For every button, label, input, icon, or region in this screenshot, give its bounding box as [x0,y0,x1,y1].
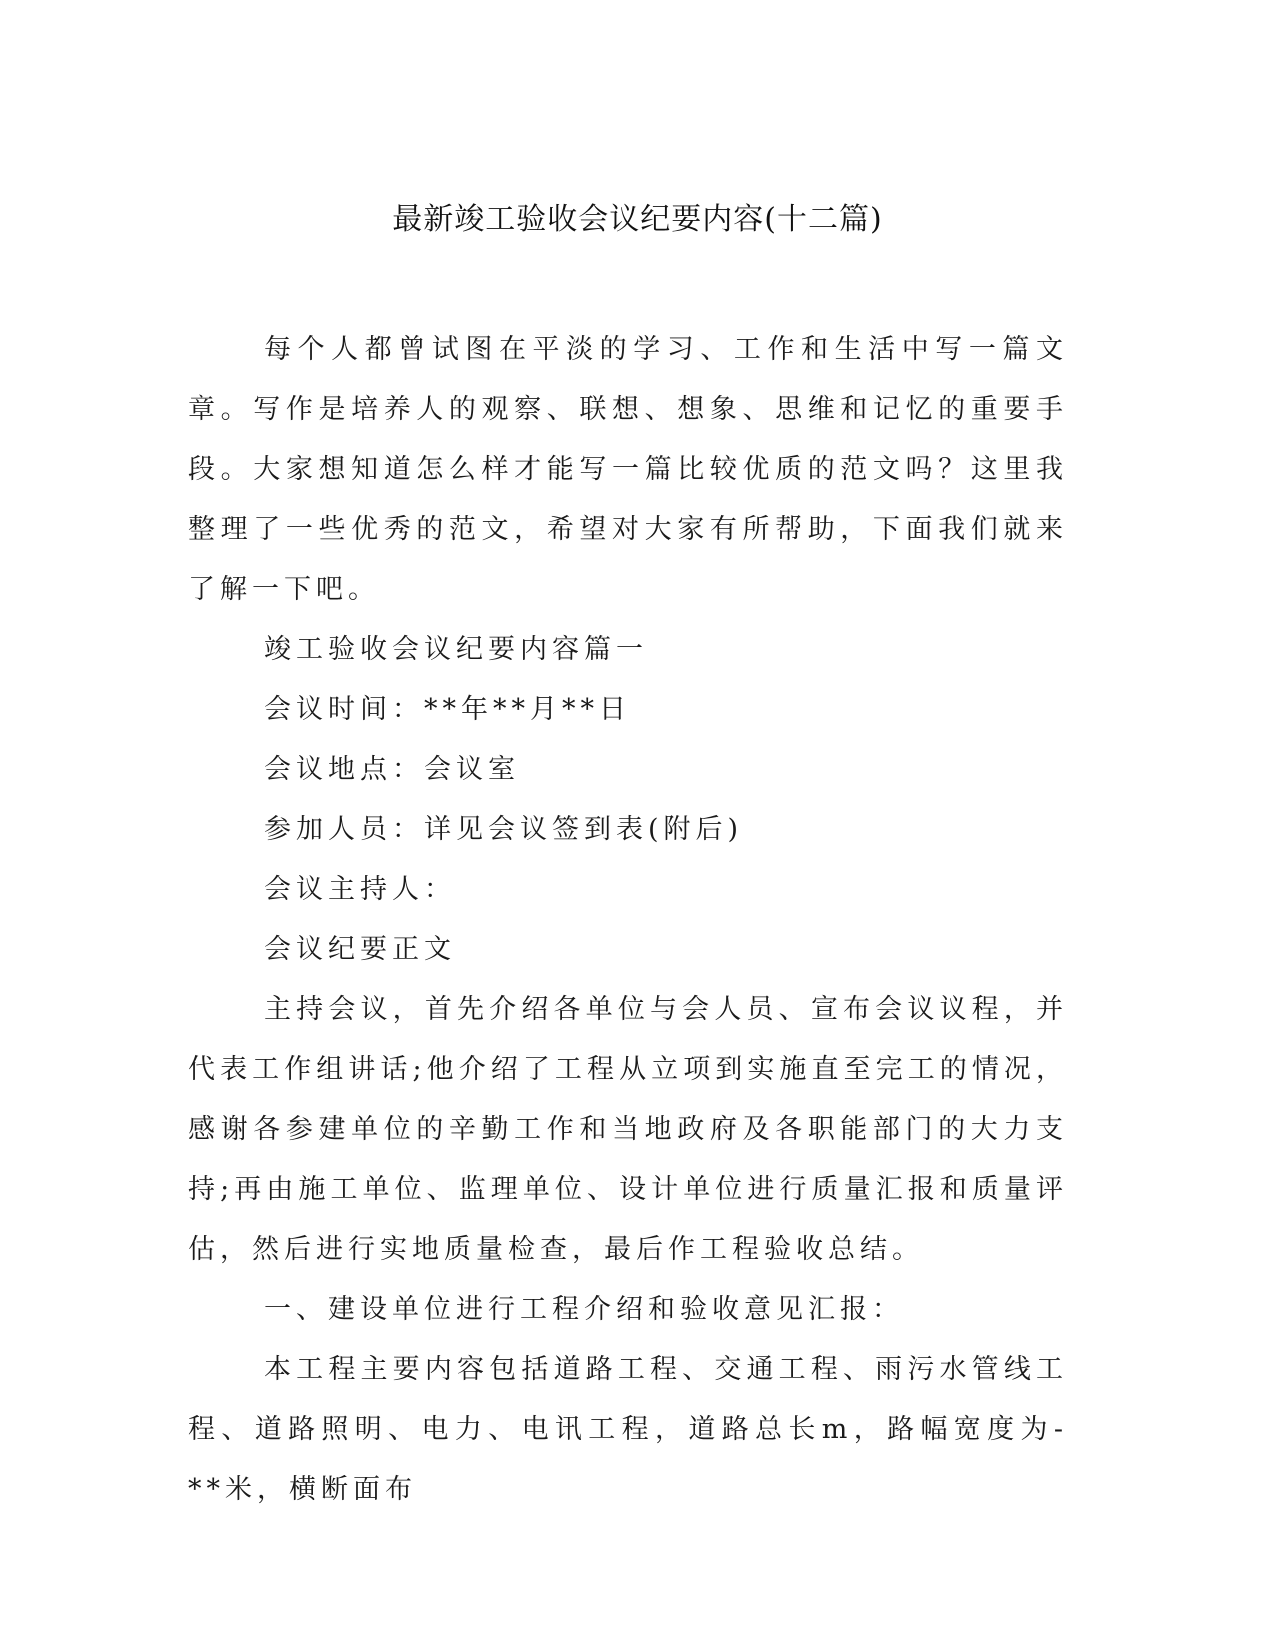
project-description: 本工程主要内容包括道路工程、交通工程、雨污水管线工程、道路照明、电力、电讯工程，道路总长m，路幅宽度为-**米，横断面布 [188,1354,1068,1505]
section-heading: 竣工验收会议纪要内容篇一 [264,634,648,665]
minutes-heading: 会议纪要正文 [264,934,456,965]
document-body [188,320,1068,1520]
document-title: 最新竣工验收会议纪要内容(十二篇) [392,202,883,237]
item-one-heading: 一、建设单位进行工程介绍和验收意见汇报： [264,1294,904,1325]
meeting-attendees: 参加人员：详见会议签到表(附后) [264,814,744,845]
minutes-paragraph: 主持会议，首先介绍各单位与会人员、宣布会议议程，并代表工作组讲话;他介绍了工程从立项到实施直至完工的情况，感谢各参建单位的辛勤工作和当地政府及各职能部门的大力支持;再由施工单位、监理单位、设计单位进行质量汇报和质量评估，然后进行实地质量检查，最后作工程验收总结。 [188,994,1068,1265]
intro-paragraph: 每个人都曾试图在平淡的学习、工作和生活中写一篇文章。写作是培养人的观察、联想、想象、思维和记忆的重要手段。大家想知道怎么样才能写一篇比较优质的范文吗？这里我整理了一些优秀的范文，希望对大家有所帮助，下面我们就来了解一下吧。 [188,334,1068,605]
meeting-host: 会议主持人： [264,874,456,905]
meeting-time: 会议时间：**年**月**日 [264,694,631,725]
meeting-location: 会议地点：会议室 [264,754,520,785]
